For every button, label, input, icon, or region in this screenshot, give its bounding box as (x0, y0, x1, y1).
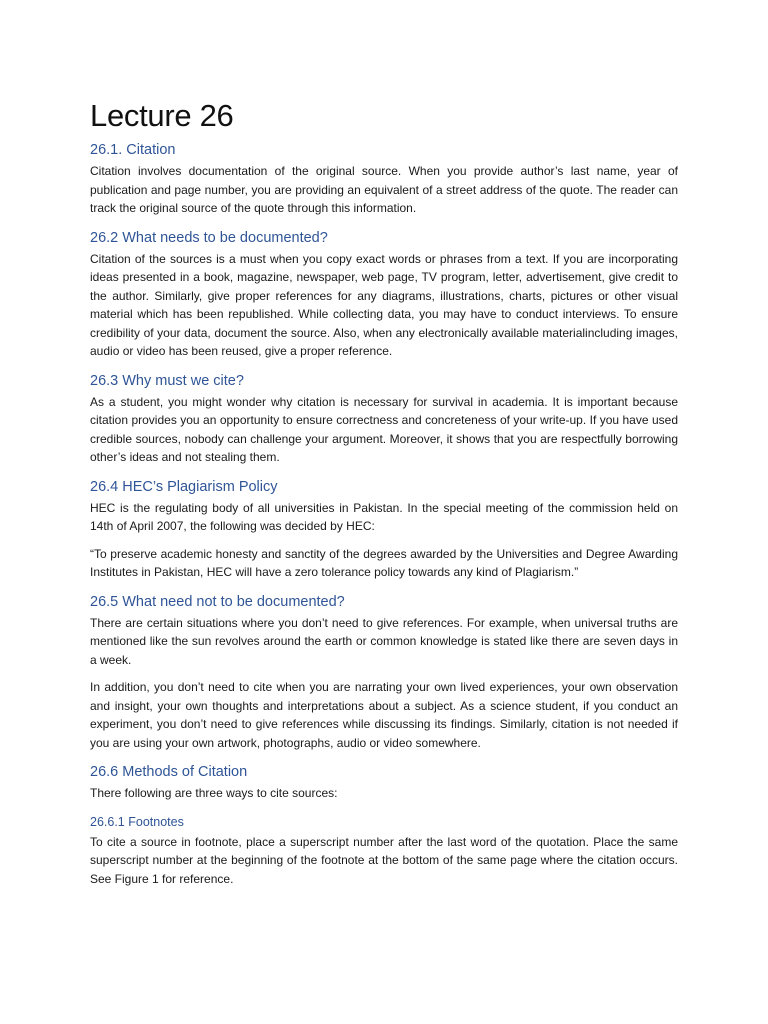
paragraph-footnotes: To cite a source in footnote, place a superscript number after the last word of the quotation. Place the same superscript number at the beginning of the footnote at the bottom of the same page where the citation occurs. See Figure 1 for reference. (90, 834, 678, 886)
section-heading-hec-policy: 26.4 HEC’s Plagiarism Policy (90, 478, 278, 495)
paragraph-citation: Citation involves documentation of the original source. When you provide author’s last name, year of publication and page number, you are providing an equivalent of a street address of the quote. The reader can track the original source of the quote through this information. (90, 164, 678, 215)
paragraph-need-not-documented-1: There are certain situations where you don’t need to give references. For example, when universal truths are mentioned like the sun revolves around the earth or common knowledge is stated like there are seven days in a week. (90, 615, 678, 667)
section-heading-citation: 26.1. Citation (90, 142, 176, 158)
paragraph-hec-policy-quote: “To preserve academic honesty and sanctity of the degrees awarded by the Universities and Degree Awarding Institutes in Pakistan, HEC will have a zero tolerance policy towards any kind of Plagiarism.” (90, 546, 678, 579)
section-heading-methods: 26.6 Methods of Citation (90, 764, 248, 780)
subsection-heading-footnotes: 26.6.1 Footnotes (90, 814, 184, 829)
paragraph-methods: There following are three ways to cite sources: (90, 786, 338, 800)
section-heading-what-needs-documented: 26.2 What needs to be documented? (90, 229, 328, 246)
paragraph-hec-policy-intro: HEC is the regulating body of all universities in Pakistan. In the special meeting of the commission held on 14th of April 2007, the following was decided by HEC: (90, 500, 678, 533)
page-title: Lecture 26 (90, 98, 234, 133)
paragraph-what-needs-documented: Citation of the sources is a must when you copy exact words or phrases from a text. If you are incorporating ideas presented in a book, magazine, newspaper, web page, TV program, letter, advertisement, give credit to the author. Similarly, give proper references for any diagrams, illustrations, charts, pictures or other visual material which has been republished. While collecting data, you may have to conduct interviews. To ensure credibility of your data, document the source. Also, when any electronically available materialincluding images, audio or video has been reused, give a proper reference. (90, 251, 678, 358)
paragraph-need-not-documented-2: In addition, you don’t need to cite when you are narrating your own lived experiences, your own observation and insight, your own thoughts and interpretations about a subject. As a science student, if you conduct an experiment, you don’t need to give references while discussing its findings. Similarly, citation is not needed if you are using your own artwork, photographs, audio or video somewhere. (90, 680, 678, 750)
document-page (90, 96, 678, 888)
section-heading-why-cite: 26.3 Why must we cite? (90, 372, 244, 389)
paragraph-why-cite: As a student, you might wonder why citation is necessary for survival in academia. It is important because citation provides you an opportunity to ensure correctness and concreteness of your write-up. If you have used credible sources, nobody can challenge your argument. Moreover, it shows that you are respectfully borrowing other’s ideas and not stealing them. (90, 394, 678, 464)
section-heading-need-not-documented: 26.5 What need not to be documented? (90, 593, 345, 610)
